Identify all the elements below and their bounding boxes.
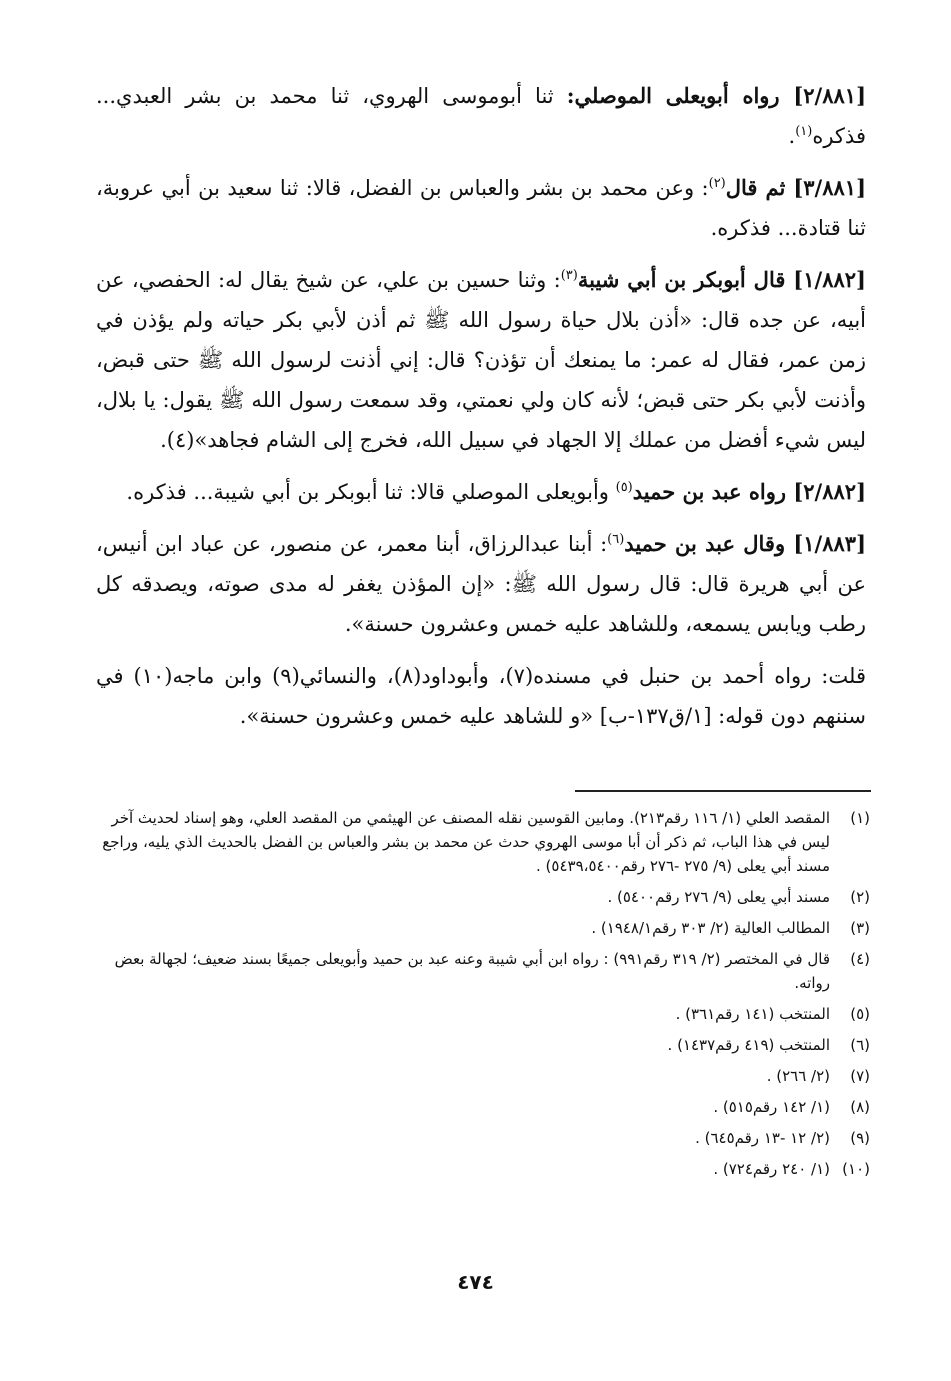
footnote <box>96 1064 870 1088</box>
footnote-text: المطالب العالية (٢/ ٣٠٣ رقم١٩٤٨/١) . <box>591 919 830 937</box>
hadith-paragraph <box>96 524 866 644</box>
reference-label: [١/٨٨٣] وقال عبد بن حميد <box>624 531 867 556</box>
hadith-paragraph <box>96 260 866 460</box>
footnote <box>96 1033 870 1057</box>
paragraph-text: : أبنا عبدالرزاق، أبنا معمر، عن منصور، عن عباد ابن أنيس، عن أبي هريرة قال: قال رسول الله ﷺ: «إن المؤذن يغفر له مدى صوته، ويصدقه كل رطب ويابس يسمعه، وللشاهد عليه خمس وعشرون حسنة». <box>96 532 867 636</box>
paragraph-text: : وثنا حسين بن علي، عن شيخ يقال له: الحفصي، عن أبيه، عن جده قال: «أذن بلال حياة رسول الله ﷺ ثم أذن لأبي بكر حياته ولم يؤذن في زمن عمر، فقال له عمر: ما يمنعك أن تؤذن؟ قال: إني أذنت لرسول الله ﷺ حتى قبض، وأذنت لأبي بكر حتى قبض؛ لأنه كان ولي نعمتي، وقد سمعت رسول الله ﷺ يقول: يا بلال، ليس شيء أفضل من عملك إلا الجهاد في سبيل الله، فخرج إلى الشام فجاهد» <box>96 268 866 452</box>
footnote <box>96 916 870 940</box>
footnote-number: (٥) <box>850 1005 870 1023</box>
footnote-text: (١/ ١٤٢ رقم٥١٥) . <box>713 1098 830 1116</box>
paragraph-tail: (٤). <box>160 428 195 452</box>
footnote-number: (٨) <box>850 1098 870 1116</box>
footnote-text: قال في المختصر (٢/ ٣١٩ رقم٩٩١) : رواه ابن أبي شيبة وعنه عبد بن حميد وأبويعلى جميعًا بسند ضعيف؛ لجهالة بعض رواته. <box>114 950 830 992</box>
footnote-number: (١) <box>850 809 870 827</box>
footnote-text: المقصد العلي (١/ ١١٦ رقم٢١٣). ومابين القوسين نقله المصنف عن الهيثمي من المقصد العلي، وهو إسناد لحديث آخر ليس في هذا الباب، ثم ذكر أن أبا موسى الهروي حدث عن محمد بن بشر والعباس بن الفضل بالحديث الذي يليه، وراجع مسند أبي يعلى (٩/ ٢٧٥ -٢٧٦ رقم٥٤٣٩،٥٤٠٠) . <box>102 809 830 875</box>
paragraph-tail: . <box>788 124 796 148</box>
paragraph-text: وأبويعلى الموصلي قالا: ثنا أبوبكر بن أبي شيبة... فذكره. <box>126 480 616 504</box>
footnote <box>96 947 870 995</box>
footnote <box>96 1126 870 1150</box>
footnote-number: (٦) <box>850 1036 870 1054</box>
footnote-marker: (٢) <box>708 176 726 191</box>
footnote <box>96 885 870 909</box>
main-text <box>96 76 866 748</box>
paragraph-text: قلت: رواه أحمد بن حنبل في مسنده(٧)، وأبوداود(٨)، والنسائي(٩) وابن ماجه(١٠) في سننهم دون قوله: [١/ق١٣٧-ب] «و للشاهد عليه خمس وعشرون حسنة». <box>96 664 866 728</box>
footnote-text: المنتخب (١٤١ رقم٣٦١) . <box>675 1005 830 1023</box>
footnote-marker: (٦) <box>607 532 625 547</box>
footnote <box>96 1002 870 1026</box>
footnote <box>96 1095 870 1119</box>
commentary-paragraph <box>96 656 866 736</box>
page-number: ٤٧٤ <box>457 1270 494 1294</box>
footnote <box>96 1157 870 1181</box>
footnote-number: (٤) <box>850 950 870 968</box>
footnote-number: (٩) <box>850 1129 870 1147</box>
footnote-marker: (١) <box>795 124 813 139</box>
footnote-number: (١٠) <box>842 1160 870 1178</box>
footnote-divider <box>575 790 871 792</box>
footnote-text: (٢/ ٢٦٦) . <box>766 1067 830 1085</box>
footnote-text: المنتخب (٤١٩ رقم١٤٣٧) . <box>667 1036 830 1054</box>
footnote-number: (٧) <box>850 1067 870 1085</box>
hadith-paragraph <box>96 168 866 248</box>
footnotes <box>96 806 870 1188</box>
paragraph-text: : وعن محمد بن بشر والعباس بن الفضل، قالا: ثنا سعيد بن أبي عروبة، ثنا قتادة... فذكره. <box>96 176 866 240</box>
reference-label: [٣/٨٨١] ثم قال <box>725 175 866 200</box>
reference-label: [٢/٨٨٢] رواه عبد بن حميد <box>632 479 866 504</box>
footnote-text: (٢/ ١٢ -١٣ رقم٦٤٥) . <box>695 1129 830 1147</box>
reference-label: [٢/٨٨١] رواه أبويعلى الموصلي: <box>566 83 866 108</box>
footnote-marker: (٥) <box>615 480 633 495</box>
footnote-marker: (٣) <box>560 268 578 283</box>
footnote-text: مسند أبي يعلى (٩/ ٢٧٦ رقم٥٤٠٠) . <box>607 888 830 906</box>
hadith-paragraph <box>96 76 866 156</box>
footnote-text: (١/ ٢٤٠ رقم٧٢٤) . <box>713 1160 830 1178</box>
footnote-number: (٣) <box>850 919 870 937</box>
paragraph-text: ثنا أبوموسى الهروي، ثنا محمد بن بشر العبدي... فذكره <box>96 84 866 148</box>
reference-label: [١/٨٨٢] قال أبوبكر بن أبي شيبة <box>577 267 866 292</box>
hadith-paragraph <box>96 472 866 512</box>
footnote-number: (٢) <box>850 888 870 906</box>
footnote <box>96 806 870 878</box>
